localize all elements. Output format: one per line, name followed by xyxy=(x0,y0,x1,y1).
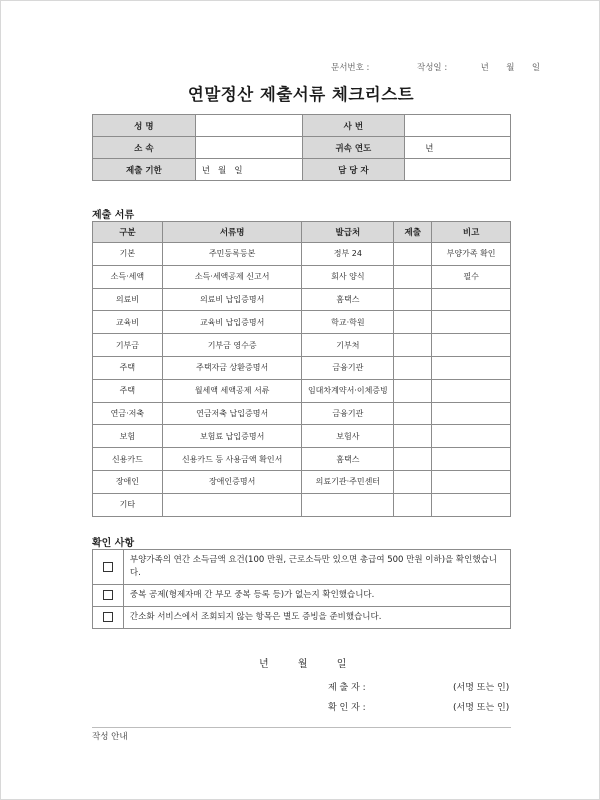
department-label: 소 속 xyxy=(93,137,196,159)
doc-name: 의료비 납입증명서 xyxy=(162,288,302,311)
name-field[interactable] xyxy=(195,115,302,137)
signature-day-unit: 일 xyxy=(336,659,347,670)
written-day-unit: 일 xyxy=(531,63,541,73)
doc-category: 장애인 xyxy=(93,470,163,493)
doc-issuer: 회사 양식 xyxy=(302,265,394,288)
written-date xyxy=(417,61,540,73)
table-row xyxy=(93,493,511,516)
doc-note xyxy=(432,311,511,334)
checkbox[interactable] xyxy=(103,590,113,600)
check-item-text: 중복 공제(형제자매 간 부모 중복 등록 등)가 없는지 확인했습니다. xyxy=(123,585,510,607)
checkbox[interactable] xyxy=(103,612,113,622)
doc-category: 신용카드 xyxy=(93,448,163,471)
doc-issuer: 보험사 xyxy=(302,425,394,448)
docs-section-title: 제출 서류 xyxy=(92,210,135,221)
check-box-cell[interactable] xyxy=(93,550,124,585)
doc-issuer xyxy=(302,493,394,516)
doc-note: 부양가족 확인 xyxy=(432,243,511,266)
signature-date xyxy=(259,655,372,670)
check-box-cell[interactable] xyxy=(93,607,124,629)
tax-year-label: 귀속 연도 xyxy=(302,137,405,159)
doc-note xyxy=(432,448,511,471)
doc-category: 연금·저축 xyxy=(93,402,163,425)
doc-issuer: 홈택스 xyxy=(302,448,394,471)
doc-submitted-cell[interactable] xyxy=(394,356,432,379)
doc-submitted-cell[interactable] xyxy=(394,379,432,402)
doc-issuer: 의료기관·주민센터 xyxy=(302,470,394,493)
page-title: 연말정산 제출서류 체크리스트 xyxy=(187,85,415,104)
doc-name: 연금저축 납입증명서 xyxy=(162,402,302,425)
doc-name xyxy=(162,493,302,516)
table-row xyxy=(93,288,511,311)
manager-field[interactable] xyxy=(405,159,511,181)
name-label: 성 명 xyxy=(93,115,196,137)
doc-category: 소득·세액 xyxy=(93,265,163,288)
checkbox[interactable] xyxy=(103,562,113,572)
doc-name: 주택자금 상환증명서 xyxy=(162,356,302,379)
check-item xyxy=(93,550,511,585)
verifier-label: 확 인 자 : xyxy=(328,703,366,713)
doc-category: 기부금 xyxy=(93,334,163,357)
deadline-label: 제출 기한 xyxy=(93,159,196,181)
writing-guide-label: 작성 안내 xyxy=(92,732,128,742)
signature-month-unit: 월 xyxy=(297,659,308,670)
doc-name: 월세액 세액공제 서류 xyxy=(162,379,302,402)
header-document: 서류명 xyxy=(162,222,302,243)
verifier-signature[interactable]: (서명 또는 인) xyxy=(453,703,510,713)
doc-name: 보험료 납입증명서 xyxy=(162,425,302,448)
header-submitted: 제출 xyxy=(394,222,432,243)
docs-header-row xyxy=(93,222,511,243)
doc-number-label: 문서번호 : xyxy=(331,63,370,73)
doc-submitted-cell[interactable] xyxy=(394,425,432,448)
doc-name: 장애인증명서 xyxy=(162,470,302,493)
doc-name: 소득·세액공제 신고서 xyxy=(162,265,302,288)
doc-submitted-cell[interactable] xyxy=(394,470,432,493)
doc-issuer: 학교·학원 xyxy=(302,311,394,334)
check-table xyxy=(92,549,511,629)
doc-note xyxy=(432,425,511,448)
header-category: 구분 xyxy=(93,222,163,243)
check-item-text: 간소화 서비스에서 조회되지 않는 항목은 별도 증빙을 준비했습니다. xyxy=(123,607,510,629)
doc-issuer: 임대차계약서·이체증빙 xyxy=(302,379,394,402)
doc-name: 기부금 영수증 xyxy=(162,334,302,357)
written-date-label: 작성일 : xyxy=(417,63,448,73)
doc-name: 교육비 납입증명서 xyxy=(162,311,302,334)
info-row xyxy=(93,137,511,159)
department-field[interactable] xyxy=(195,137,302,159)
signature-year-unit: 년 xyxy=(259,659,269,670)
doc-category: 주택 xyxy=(93,356,163,379)
submitter-label: 제 출 자 : xyxy=(328,683,366,693)
check-section-title: 확인 사항 xyxy=(92,538,135,549)
table-row xyxy=(93,448,511,471)
divider xyxy=(92,727,511,728)
table-row xyxy=(93,334,511,357)
tax-year-field[interactable]: 년 xyxy=(405,137,511,159)
doc-note xyxy=(432,356,511,379)
table-row xyxy=(93,243,511,266)
doc-category: 주택 xyxy=(93,379,163,402)
doc-note: 필수 xyxy=(432,265,511,288)
doc-note xyxy=(432,379,511,402)
doc-submitted-cell[interactable] xyxy=(394,311,432,334)
doc-category: 기타 xyxy=(93,493,163,516)
doc-submitted-cell[interactable] xyxy=(394,243,432,266)
doc-note xyxy=(432,493,511,516)
doc-submitted-cell[interactable] xyxy=(394,448,432,471)
doc-submitted-cell[interactable] xyxy=(394,288,432,311)
doc-name: 주민등록등본 xyxy=(162,243,302,266)
doc-issuer: 금융기관 xyxy=(302,356,394,379)
employee-number-label: 사 번 xyxy=(302,115,405,137)
manager-label: 담 당 자 xyxy=(302,159,405,181)
header-note: 비고 xyxy=(432,222,511,243)
doc-submitted-cell[interactable] xyxy=(394,265,432,288)
deadline-field[interactable]: 년 월 일 xyxy=(195,159,302,181)
doc-submitted-cell[interactable] xyxy=(394,402,432,425)
check-item xyxy=(93,607,511,629)
table-row xyxy=(93,265,511,288)
header-issuer: 발급처 xyxy=(302,222,394,243)
doc-note xyxy=(432,470,511,493)
docs-table xyxy=(92,221,511,517)
doc-issuer: 기부처 xyxy=(302,334,394,357)
doc-name: 신용카드 등 사용금액 확인서 xyxy=(162,448,302,471)
doc-note xyxy=(432,334,511,357)
doc-note xyxy=(432,288,511,311)
doc-submitted-cell[interactable] xyxy=(394,493,432,516)
check-item-text: 부양가족의 연간 소득금액 요건(100 만원, 근로소득만 있으면 총급여 500 만원 이하)을 확인했습니다. xyxy=(123,550,510,585)
table-row xyxy=(93,425,511,448)
doc-note xyxy=(432,402,511,425)
table-row xyxy=(93,356,511,379)
info-row xyxy=(93,159,511,181)
table-row xyxy=(93,402,511,425)
check-box-cell[interactable] xyxy=(93,585,124,607)
doc-issuer: 홈택스 xyxy=(302,288,394,311)
doc-issuer: 정부 24 xyxy=(302,243,394,266)
table-row xyxy=(93,470,511,493)
doc-category: 의료비 xyxy=(93,288,163,311)
written-month-unit: 월 xyxy=(506,63,515,73)
table-row xyxy=(93,311,511,334)
table-row xyxy=(93,379,511,402)
employee-number-field[interactable] xyxy=(405,115,511,137)
info-row xyxy=(93,115,511,137)
doc-category: 교육비 xyxy=(93,311,163,334)
doc-submitted-cell[interactable] xyxy=(394,334,432,357)
info-table xyxy=(92,114,511,181)
doc-issuer: 금융기관 xyxy=(302,402,394,425)
doc-category: 보험 xyxy=(93,425,163,448)
doc-category: 기본 xyxy=(93,243,163,266)
submitter-signature[interactable]: (서명 또는 인) xyxy=(453,683,510,693)
check-item xyxy=(93,585,511,607)
written-year-unit: 년 xyxy=(480,63,489,73)
